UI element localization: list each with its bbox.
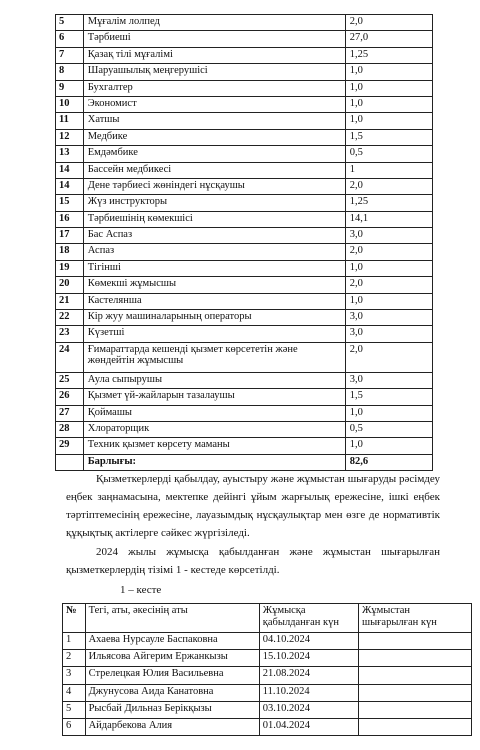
paragraph-employee-list-intro: 2024 жылы жұмысқа қабылданған және жұмыстан шығарылған қызметкерлердің тізімі 1 - кестеде көрсетілді.	[66, 546, 440, 576]
staff-row	[56, 31, 433, 47]
employee-fired-date	[358, 718, 471, 735]
total-empty-cell	[56, 454, 84, 470]
staff-row-position: Күзетші	[83, 326, 345, 342]
employee-hired-date: 21.08.2024	[259, 667, 358, 684]
staff-row-position: Техник қызмет көрсету маманы	[83, 438, 345, 454]
staff-row	[56, 96, 433, 112]
staff-row	[56, 389, 433, 405]
employee-hired-date: 04.10.2024	[259, 633, 358, 650]
staff-row-number: 17	[56, 228, 84, 244]
staff-positions-table	[55, 14, 433, 471]
staff-row-rate: 1,0	[345, 64, 432, 80]
staff-row	[56, 113, 433, 129]
staff-row	[56, 277, 433, 293]
staff-row	[56, 162, 433, 178]
staff-row-number: 22	[56, 310, 84, 326]
table-caption: 1 – кесте	[120, 584, 162, 596]
staff-row-position: Қазақ тілі мұғалімі	[83, 47, 345, 63]
staff-row-number: 11	[56, 113, 84, 129]
staff-row	[56, 47, 433, 63]
staff-row	[56, 195, 433, 211]
employee-name: Джунусова Аида Канатовна	[85, 684, 259, 701]
employee-name: Ильясова Айгерим Ержанкызы	[85, 650, 259, 667]
staff-row-position: Аспаз	[83, 244, 345, 260]
staff-row-rate: 27,0	[345, 31, 432, 47]
employees-header-row	[63, 604, 472, 633]
staff-row-rate: 1,25	[345, 195, 432, 211]
employee-number: 2	[63, 650, 86, 667]
staff-row	[56, 80, 433, 96]
staff-row	[56, 178, 433, 194]
header-full-name: Тегі, аты, әкесінің аты	[85, 604, 259, 633]
employees-table	[62, 603, 472, 736]
employee-row	[63, 667, 472, 684]
staff-row-position: Мұғалім лолпед	[83, 15, 345, 31]
staff-row-rate: 2,0	[345, 178, 432, 194]
staff-row-number: 21	[56, 293, 84, 309]
staff-row-rate: 1,25	[345, 47, 432, 63]
staff-row-position: Аула сыпырушы	[83, 372, 345, 388]
staff-row-rate: 1,5	[345, 389, 432, 405]
staff-row-number: 10	[56, 96, 84, 112]
employee-hired-date: 03.10.2024	[259, 701, 358, 718]
staff-row-rate: 1,5	[345, 129, 432, 145]
staff-row-position: Бухгалтер	[83, 80, 345, 96]
staff-row-rate: 3,0	[345, 228, 432, 244]
staff-row	[56, 228, 433, 244]
staff-row-number: 14	[56, 178, 84, 194]
staff-row-number: 5	[56, 15, 84, 31]
staff-row-position: Бассейн медбикесі	[83, 162, 345, 178]
staff-row-rate: 1,0	[345, 96, 432, 112]
staff-row-rate: 3,0	[345, 310, 432, 326]
staff-row-position: Тәрбиеші	[83, 31, 345, 47]
staff-row	[56, 146, 433, 162]
staff-row-number: 6	[56, 31, 84, 47]
employee-row	[63, 650, 472, 667]
staff-row-rate: 14,1	[345, 211, 432, 227]
staff-row-number: 19	[56, 260, 84, 276]
staff-row-number: 16	[56, 211, 84, 227]
staff-row-rate: 2,0	[345, 342, 432, 372]
employee-name: Рысбай Дильназ Берікқызы	[85, 701, 259, 718]
employee-name: Айдарбекова Алия	[85, 718, 259, 735]
staff-row	[56, 342, 433, 372]
employee-hired-date: 15.10.2024	[259, 650, 358, 667]
staff-row	[56, 129, 433, 145]
staff-row-rate: 1,0	[345, 80, 432, 96]
employee-number: 1	[63, 633, 86, 650]
staff-row	[56, 293, 433, 309]
employee-number: 6	[63, 718, 86, 735]
employees-table-body	[63, 633, 472, 736]
employee-fired-date	[358, 633, 471, 650]
employee-fired-date	[358, 684, 471, 701]
staff-row-number: 29	[56, 438, 84, 454]
employee-row	[63, 684, 472, 701]
staff-row-number: 25	[56, 372, 84, 388]
staff-row-rate: 3,0	[345, 372, 432, 388]
staff-row-rate: 2,0	[345, 15, 432, 31]
employee-number: 3	[63, 667, 86, 684]
staff-row	[56, 64, 433, 80]
staff-row-number: 28	[56, 421, 84, 437]
staff-row	[56, 211, 433, 227]
staff-row-number: 9	[56, 80, 84, 96]
staff-row-number: 15	[56, 195, 84, 211]
staff-row-position: Кастелянша	[83, 293, 345, 309]
staff-row-position: Ғимараттарда кешенді қызмет көрсететін және жөндейтін жұмысшы	[83, 342, 345, 372]
staff-row-number: 12	[56, 129, 84, 145]
staff-row-position: Шаруашылық меңгерушісі	[83, 64, 345, 80]
staff-row-rate: 1,0	[345, 260, 432, 276]
staff-row-rate: 0,5	[345, 146, 432, 162]
employee-name: Ахаева Нурсауле Баспаковна	[85, 633, 259, 650]
staff-row-number: 20	[56, 277, 84, 293]
staff-row-number: 23	[56, 326, 84, 342]
header-number: №	[63, 604, 86, 633]
staff-row-number: 13	[56, 146, 84, 162]
staff-row	[56, 260, 433, 276]
staff-row-number: 18	[56, 244, 84, 260]
staff-row	[56, 438, 433, 454]
staff-row-rate: 1,0	[345, 293, 432, 309]
total-value: 82,6	[345, 454, 432, 470]
employee-number: 4	[63, 684, 86, 701]
header-fired-date: Жұмыстан шығарылған күн	[358, 604, 471, 633]
staff-row-number: 24	[56, 342, 84, 372]
employee-name: Стрелецкая Юлия Васильевна	[85, 667, 259, 684]
staff-row-position: Дене тәрбиесі жөніндегі нұсқаушы	[83, 178, 345, 194]
staff-row-position: Тәрбиешінің көмекшісі	[83, 211, 345, 227]
staff-row-position: Хлораторщик	[83, 421, 345, 437]
staff-row	[56, 244, 433, 260]
staff-row-number: 8	[56, 64, 84, 80]
staff-row-number: 26	[56, 389, 84, 405]
employee-fired-date	[358, 650, 471, 667]
staff-row-rate: 3,0	[345, 326, 432, 342]
staff-row-rate: 0,5	[345, 421, 432, 437]
employee-row	[63, 718, 472, 735]
staff-row-rate: 1	[345, 162, 432, 178]
employee-row	[63, 633, 472, 650]
employee-number: 5	[63, 701, 86, 718]
staff-row-position: Қызмет үй-жайларын тазалаушы	[83, 389, 345, 405]
employee-row	[63, 701, 472, 718]
staff-row-position: Хатшы	[83, 113, 345, 129]
staff-row-position: Көмекші жұмысшы	[83, 277, 345, 293]
staff-row-rate: 1,0	[345, 438, 432, 454]
header-hired-date: Жұмысқа қабылданған күн	[259, 604, 358, 633]
paragraph-hiring-rules: Қызметкерлерді қабылдау, ауыстыру және жұмыстан шығаруды рәсімдеу еңбек заңнамасына, мектепке дейінгі ұйым жарғылық ережесіне, ішкі еңбек тәртіптемесінің ережесіне, лауазымдық нұсқаулықтар мен өзге де нормативтік құқықтық актілерге сәйкес жүргізіледі.	[66, 473, 440, 539]
staff-row-position: Тігінші	[83, 260, 345, 276]
total-label: Барлығы:	[83, 454, 345, 470]
staff-row-position: Қоймашы	[83, 405, 345, 421]
staff-table-body	[56, 15, 433, 471]
staff-total-row	[56, 454, 433, 470]
staff-row	[56, 421, 433, 437]
staff-row-rate: 1,0	[345, 113, 432, 129]
staff-row-rate: 1,0	[345, 405, 432, 421]
employee-hired-date: 01.04.2024	[259, 718, 358, 735]
staff-row-position: Емдәмбике	[83, 146, 345, 162]
staff-row-position: Кір жуу машиналарының операторы	[83, 310, 345, 326]
staff-row-number: 7	[56, 47, 84, 63]
staff-row	[56, 310, 433, 326]
staff-row	[56, 15, 433, 31]
staff-row-rate: 2,0	[345, 277, 432, 293]
staff-row-position: Жүз инструкторы	[83, 195, 345, 211]
staff-row-number: 14	[56, 162, 84, 178]
staff-row	[56, 372, 433, 388]
staff-row-position: Экономист	[83, 96, 345, 112]
employee-fired-date	[358, 701, 471, 718]
employee-hired-date: 11.10.2024	[259, 684, 358, 701]
staff-row	[56, 405, 433, 421]
staff-row	[56, 326, 433, 342]
staff-row-position: Медбике	[83, 129, 345, 145]
staff-row-number: 27	[56, 405, 84, 421]
employee-fired-date	[358, 667, 471, 684]
staff-row-rate: 2,0	[345, 244, 432, 260]
staff-row-position: Бас Аспаз	[83, 228, 345, 244]
